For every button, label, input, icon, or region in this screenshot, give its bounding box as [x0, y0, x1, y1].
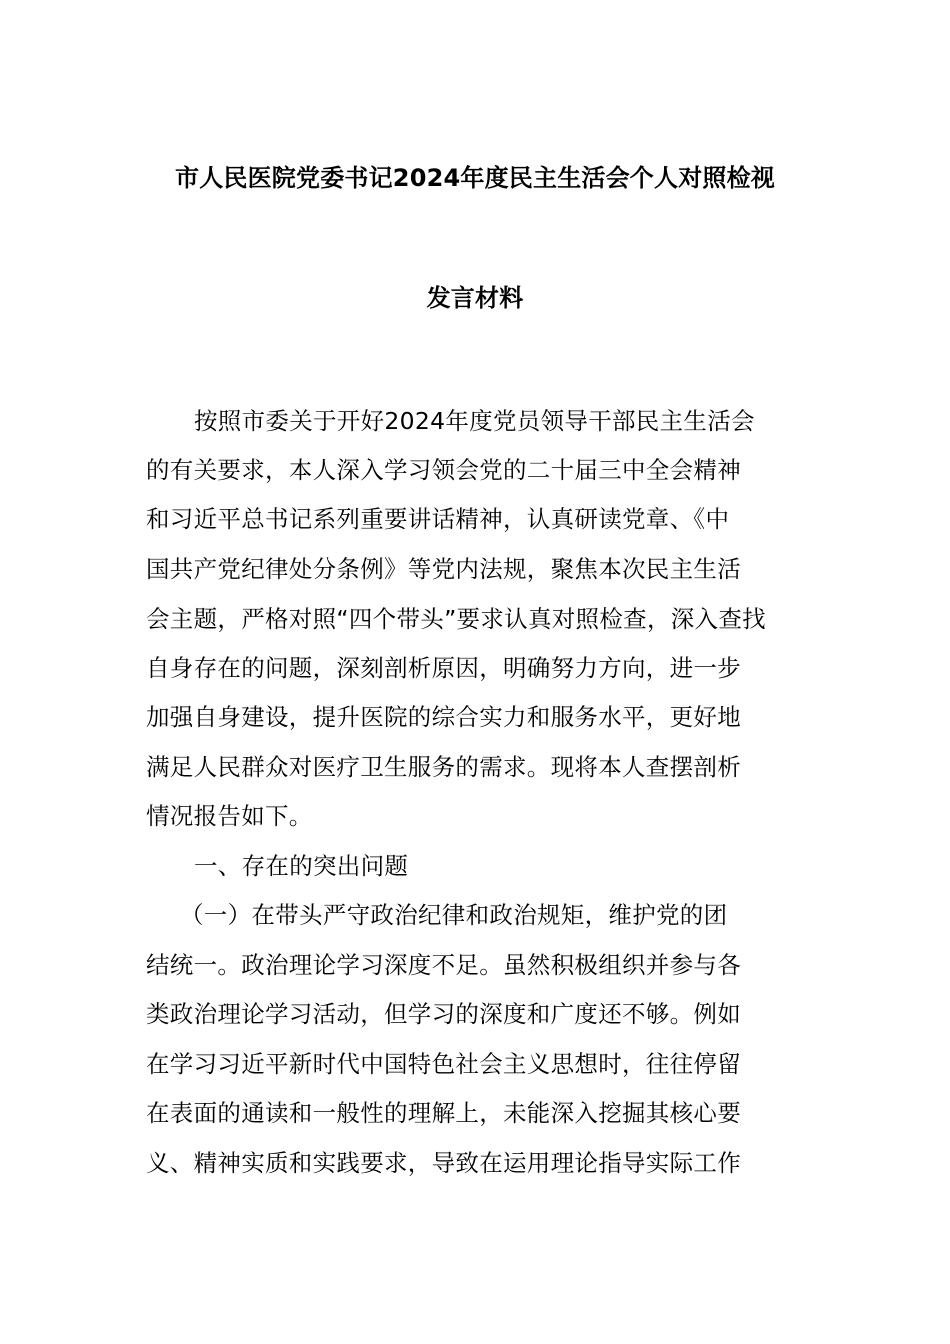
paragraph-issue-line-6: 义、精神实质和实践要求，导致在运用理论指导实际工作 [146, 1149, 741, 1177]
paragraph-intro-line-9: 情况报告如下。 [146, 802, 313, 830]
paragraph-issue-line-2: 结统一。政治理论学习深度不足。虽然积极组织并参与各 [146, 951, 741, 979]
paragraph-intro-line-6: 自身存在的问题，深刻剖析原因，明确努力方向，进一步 [146, 654, 741, 682]
paragraph-issue-line-5: 在表面的通读和一般性的理解上，未能深入挖掘其核心要 [146, 1099, 741, 1127]
paragraph-issue-line-3: 类政治理论学习活动，但学习的深度和广度还不够。例如 [146, 1000, 741, 1028]
paragraph-issue-line-1: （一）在带头严守政治纪律和政治规矩，维护党的团 [180, 901, 728, 929]
paragraph-intro-line-3: 和习近平总书记系列重要讲话精神，认真研读党章、《中 [146, 505, 730, 533]
paragraph-intro-line-2: 的有关要求，本人深入学习领会党的二十届三中全会精神 [146, 456, 741, 484]
paragraph-intro-line-4: 国共产党纪律处分条例》等党内法规，聚焦本次民主生活 [146, 555, 741, 583]
paragraph-intro-line-7: 加强自身建设，提升医院的综合实力和服务水平，更好地 [146, 703, 741, 731]
paragraph-intro-line-1: 按照市委关于开好2024年度党员领导干部民主生活会 [194, 407, 755, 435]
paragraph-issue-line-4: 在学习习近平新时代中国特色社会主义思想时，往往停留 [146, 1050, 741, 1078]
paragraph-intro-line-8: 满足人民群众对医疗卫生服务的需求。现将本人查摆剖析 [146, 753, 741, 781]
document-title-line-2: 发言材料 [426, 284, 524, 312]
paragraph-intro-line-5: 会主题，严格对照“四个带头”要求认真对照检查，深入查找 [146, 605, 766, 633]
document-title-line-1: 市人民医院党委书记2024年度民主生活会个人对照检视 [175, 164, 775, 192]
section-heading: 一、存在的突出问题 [194, 852, 409, 880]
